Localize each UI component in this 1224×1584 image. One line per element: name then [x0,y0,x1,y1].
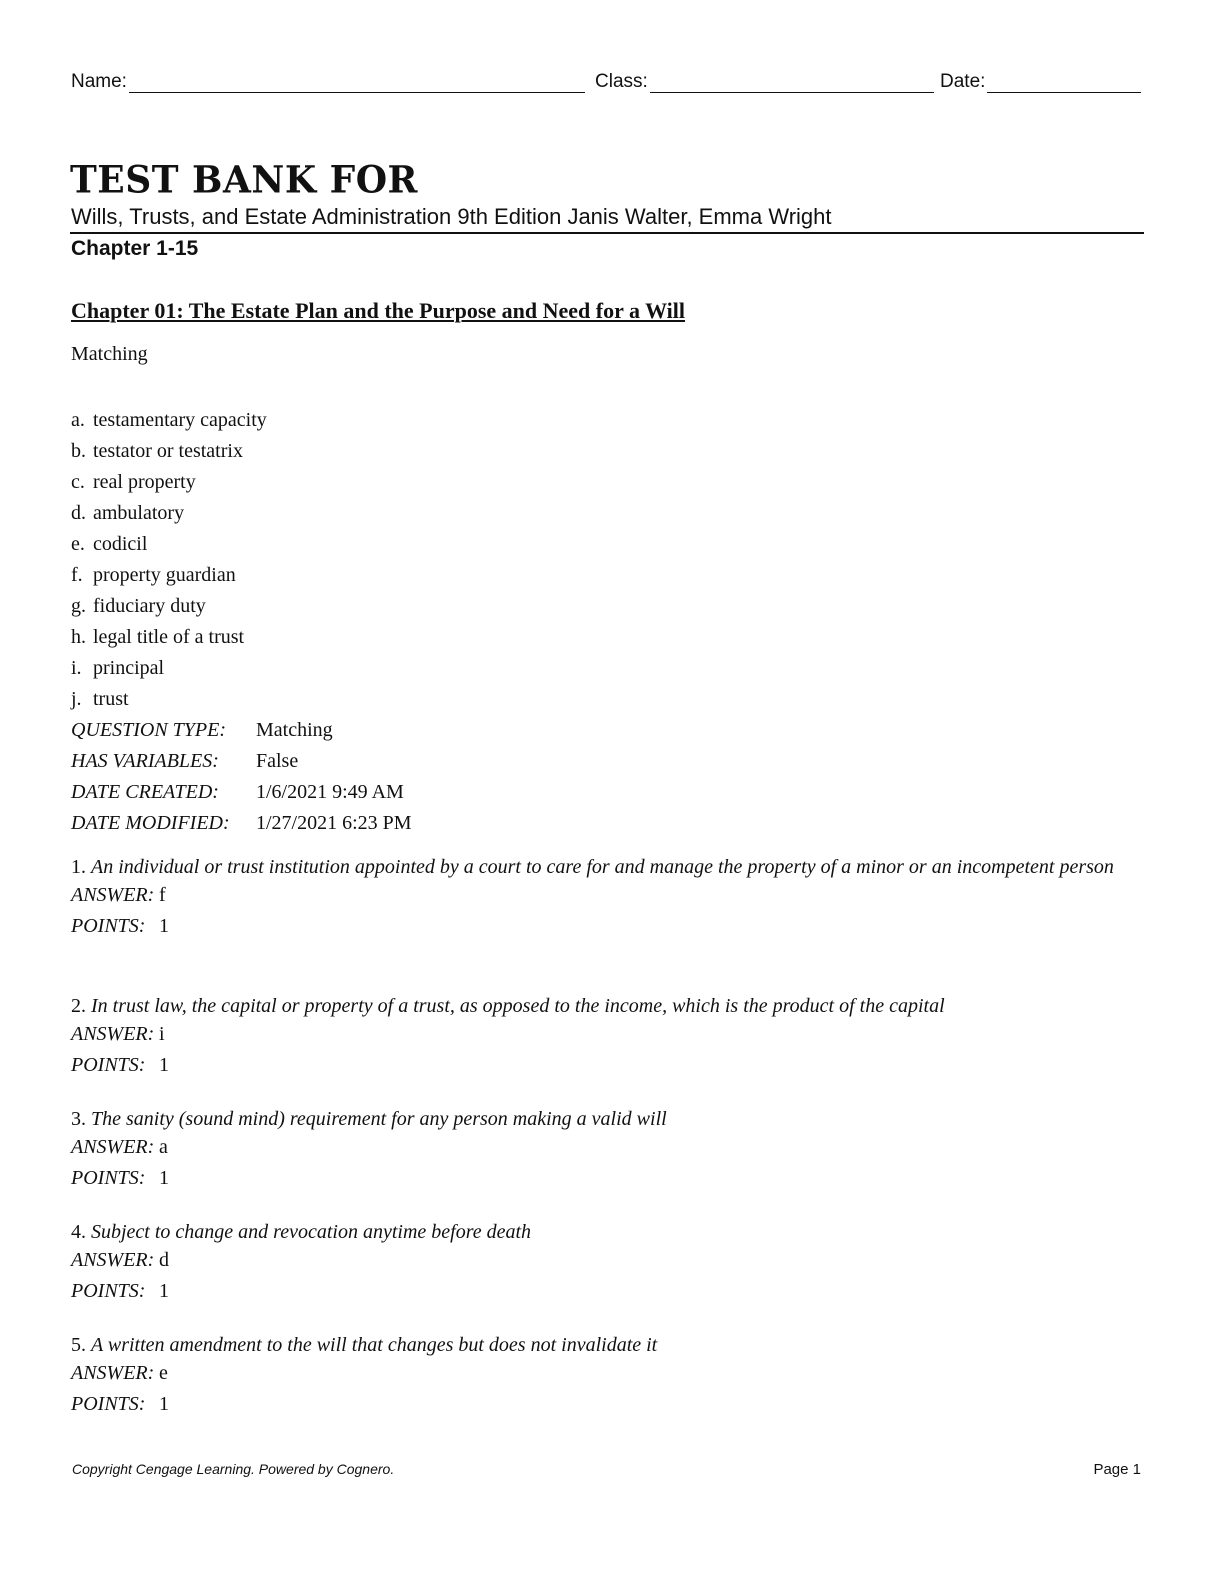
answer-line [71,880,1146,911]
date-label: Date: [940,71,986,92]
question-number: 5. [71,1334,86,1356]
points-line [71,1389,1146,1420]
answer-line [71,1019,1146,1050]
class-field [595,70,934,93]
question-number: 3. [71,1108,86,1130]
questions-list [71,854,1146,1445]
name-blank-line [129,70,585,93]
title-divider [70,232,1144,234]
answer-value: d [159,1249,169,1271]
points-label: POINTS: [71,1393,146,1415]
question-item [71,1106,1146,1197]
chapter-heading: Chapter 01: The Estate Plan and the Purpose and Need for a Will [71,298,686,323]
meta-key: DATE CREATED: [71,781,219,803]
student-info-header [71,70,1143,96]
answer-value: f [159,884,166,906]
meta-key: HAS VARIABLES: [71,750,219,772]
answer-value: i [159,1023,165,1045]
question-text: Subject to change and revocation anytime before death [91,1221,532,1243]
option-text: principal [93,657,165,679]
class-blank-line [650,70,934,93]
points-value: 1 [159,1280,169,1302]
option-letter: e. [71,533,85,555]
meta-row [71,778,412,809]
meta-key: DATE MODIFIED: [71,812,230,834]
footer-page-number: Page 1 [1093,1461,1141,1478]
question-stem [71,993,1146,1019]
answer-value: e [159,1362,168,1384]
points-value: 1 [159,1054,169,1076]
question-number: 4. [71,1221,86,1243]
option-item [71,685,267,716]
question-number: 2. [71,995,86,1017]
question-stem [71,1219,1146,1245]
points-value: 1 [159,1167,169,1189]
question-text: The sanity (sound mind) requirement for any person making a valid will [91,1108,667,1130]
option-item [71,437,267,468]
option-letter: f. [71,564,83,586]
question-metadata [71,716,412,840]
answer-value: a [159,1136,168,1158]
section-type: Matching [71,343,148,365]
option-text: testator or testatrix [93,440,243,462]
meta-row [71,809,412,840]
option-text: legal title of a trust [93,626,245,648]
chapter-range: Chapter 1-15 [71,237,199,260]
option-text: real property [93,471,196,493]
meta-value: 1/27/2021 6:23 PM [256,812,412,834]
points-line [71,911,1146,942]
option-text: property guardian [93,564,236,586]
name-field [71,70,585,93]
points-line [71,1163,1146,1194]
date-field [940,70,1141,93]
option-text: testamentary capacity [93,409,267,431]
points-label: POINTS: [71,1054,146,1076]
answer-label: ANSWER: [71,1136,155,1158]
option-item [71,530,267,561]
question-text: In trust law, the capital or property of a trust, as opposed to the income, which is the product of the capital [91,995,945,1017]
option-text: ambulatory [93,502,185,524]
question-stem [71,854,1146,880]
question-text: An individual or trust institution appointed by a court to care for and manage the property of a minor or an incompetent person [91,856,1114,878]
points-line [71,1276,1146,1307]
option-letter: c. [71,471,85,493]
class-label: Class: [595,71,648,92]
answer-label: ANSWER: [71,884,155,906]
option-text: fiduciary duty [93,595,206,617]
points-label: POINTS: [71,1280,146,1302]
question-item [71,1332,1146,1423]
points-line [71,1050,1146,1081]
answer-label: ANSWER: [71,1362,155,1384]
question-stem [71,1106,1146,1132]
answer-label: ANSWER: [71,1023,155,1045]
points-value: 1 [159,1393,169,1415]
meta-row [71,716,412,747]
meta-value: 1/6/2021 9:49 AM [256,781,404,803]
question-text: A written amendment to the will that changes but does not invalidate it [91,1334,658,1356]
option-letter: b. [71,440,86,462]
option-letter: d. [71,502,86,524]
answer-line [71,1132,1146,1163]
date-blank-line [987,70,1141,93]
book-subtitle: Wills, Trusts, and Estate Administration 9th Edition Janis Walter, Emma Wright [71,204,832,229]
option-item [71,654,267,685]
meta-value: Matching [256,719,333,741]
option-letter: j. [71,688,82,710]
question-item [71,1219,1146,1310]
option-letter: i. [71,657,82,679]
answer-line [71,1245,1146,1276]
option-text: codicil [93,533,148,555]
meta-value: False [256,750,299,772]
question-stem [71,1332,1146,1358]
option-item [71,499,267,530]
question-item [71,993,1146,1084]
answer-line [71,1358,1146,1389]
name-label: Name: [71,71,127,92]
matching-options-list [71,406,267,716]
question-item [71,854,1146,971]
option-text: trust [93,688,129,710]
option-item [71,406,267,437]
meta-row [71,747,412,778]
points-label: POINTS: [71,915,146,937]
meta-key: QUESTION TYPE: [71,719,227,741]
option-letter: g. [71,595,86,617]
footer-copyright: Copyright Cengage Learning. Powered by Cognero. [72,1461,395,1477]
document-title: TEST BANK FOR [70,158,418,203]
option-item [71,561,267,592]
points-value: 1 [159,915,169,937]
question-number: 1. [71,856,86,878]
option-item [71,468,267,499]
option-letter: a. [71,409,85,431]
answer-label: ANSWER: [71,1249,155,1271]
points-label: POINTS: [71,1167,146,1189]
option-letter: h. [71,626,86,648]
option-item [71,623,267,654]
option-item [71,592,267,623]
